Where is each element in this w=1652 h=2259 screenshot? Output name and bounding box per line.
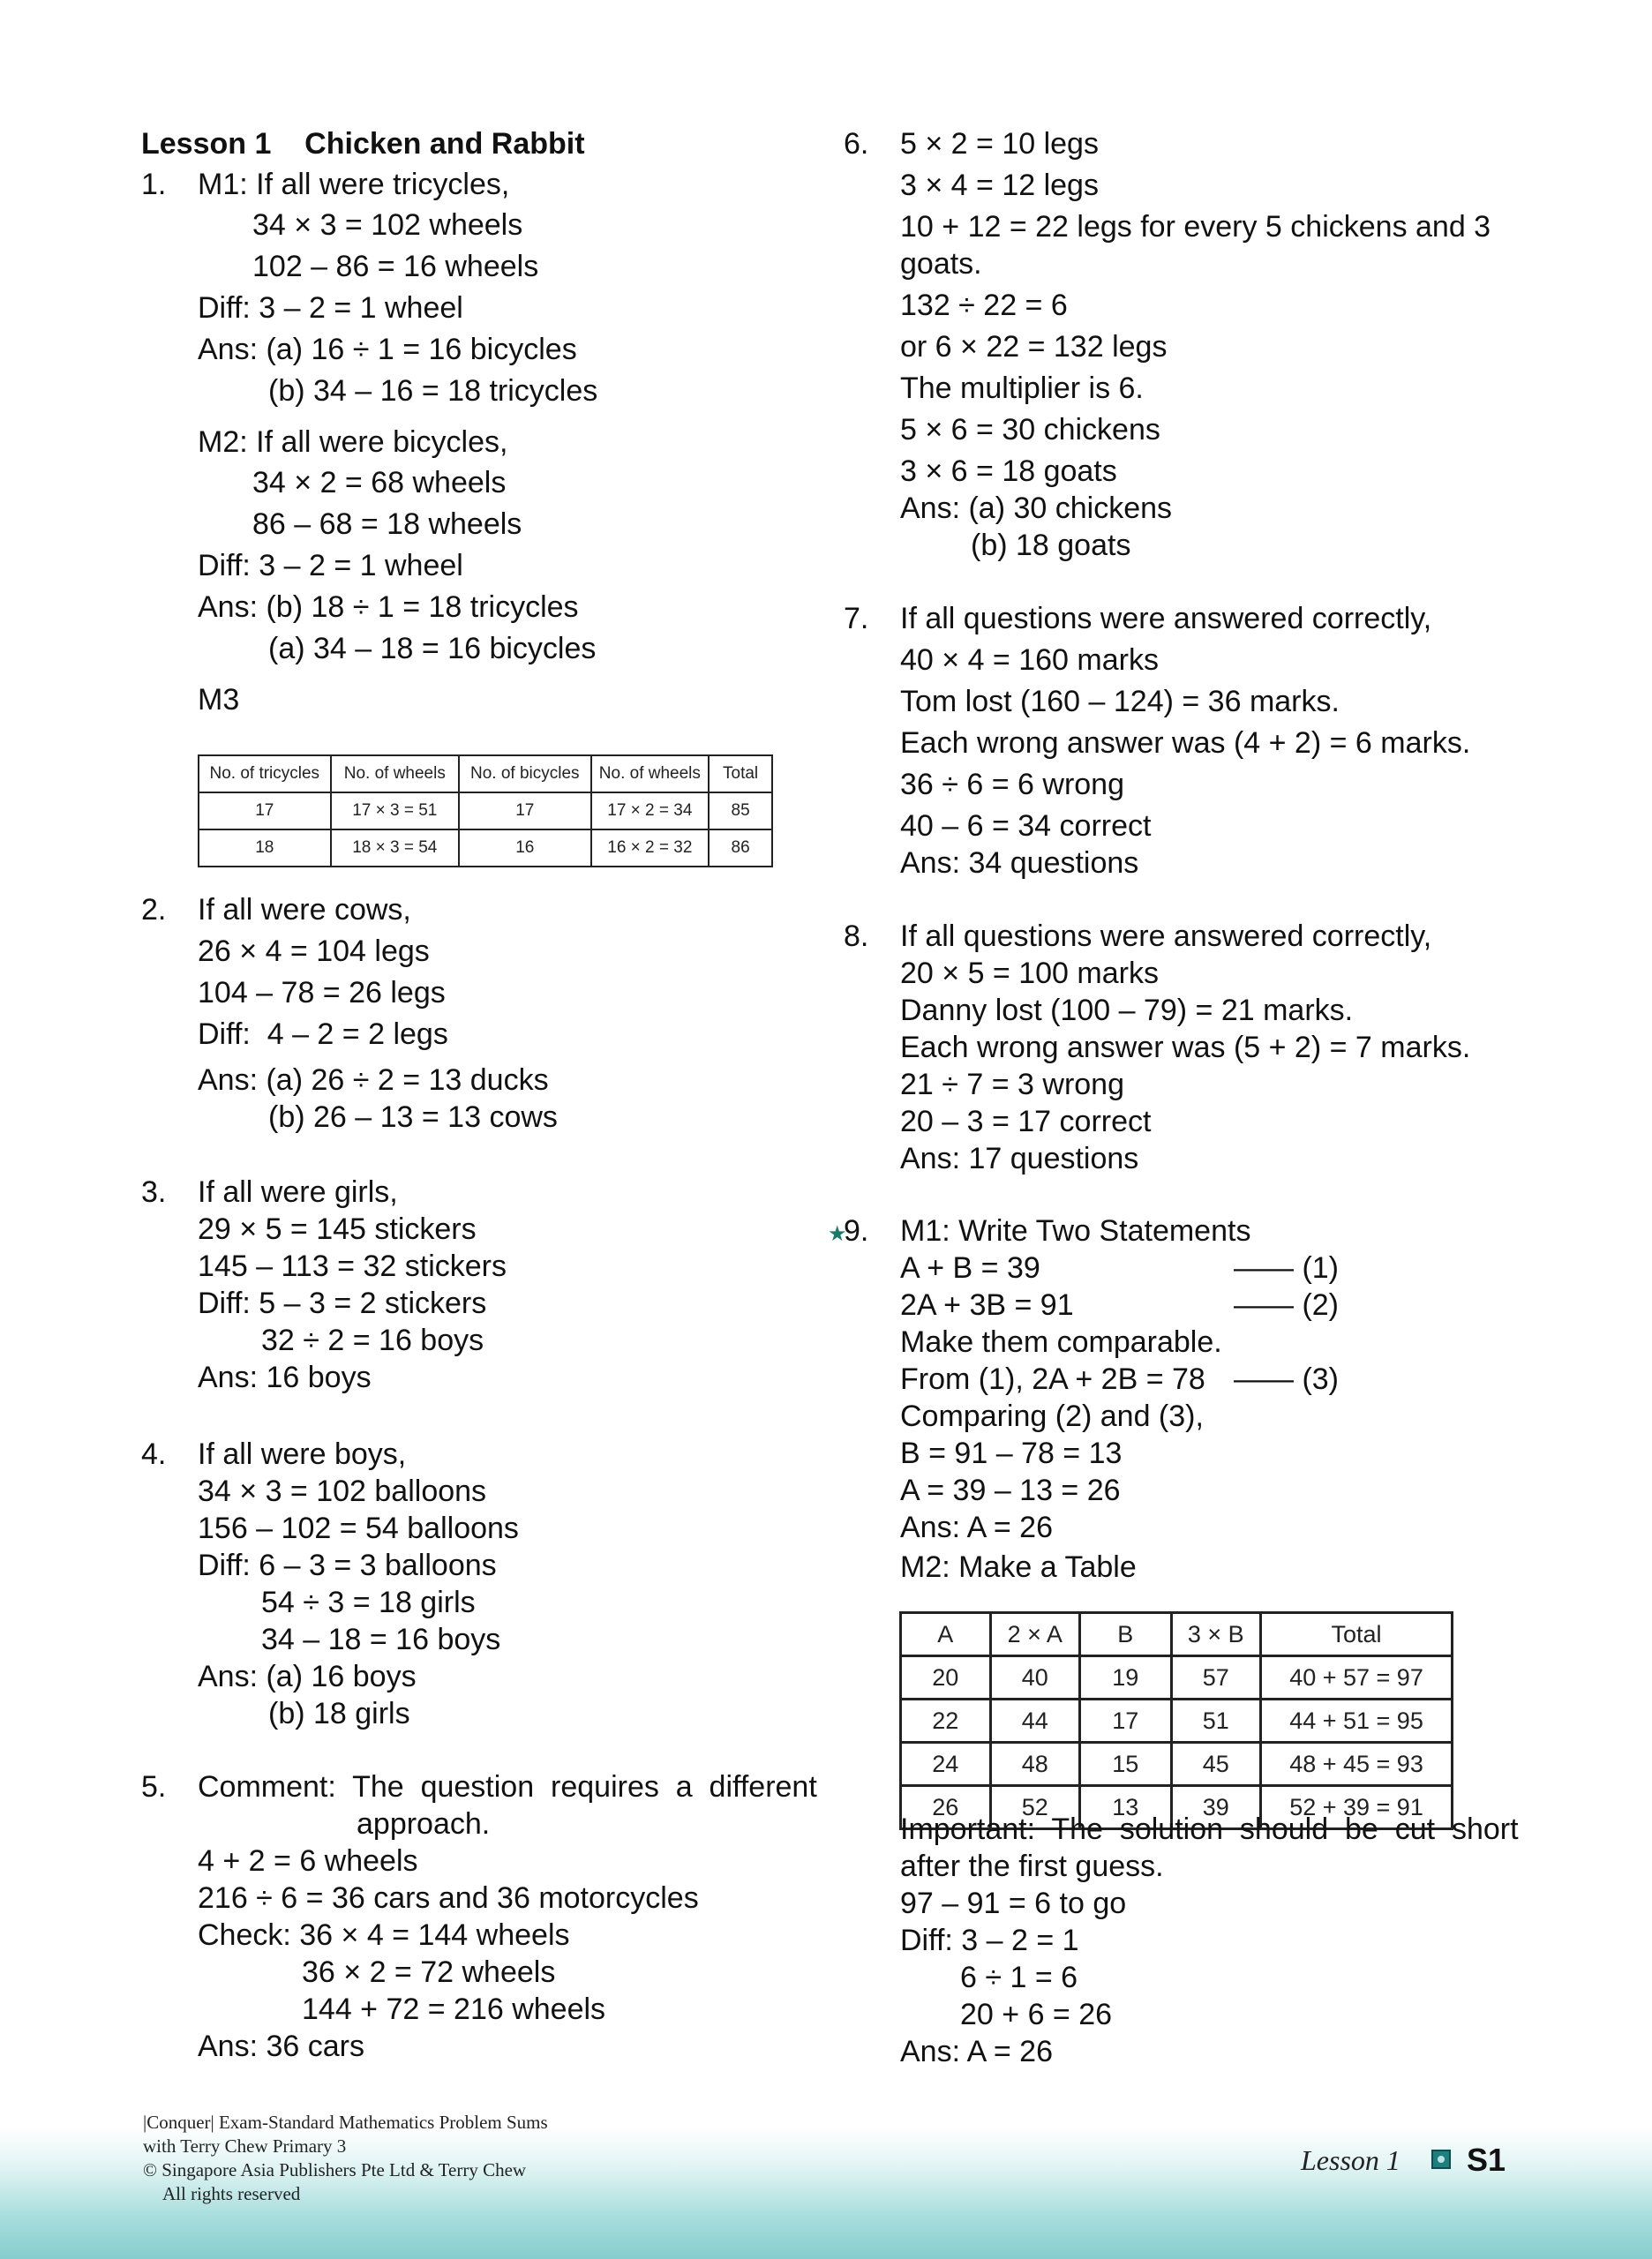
table-cell: 13 xyxy=(1080,1786,1172,1829)
table-cell: 86 xyxy=(709,829,772,867)
table-cell: 85 xyxy=(709,792,772,829)
rights-text: All rights reserved xyxy=(162,2183,301,2204)
table-cell: 57 xyxy=(1171,1656,1261,1700)
book-title-line2: with Terry Chew Primary 3 xyxy=(143,2135,347,2157)
table-header-cell: No. of tricycles xyxy=(199,755,331,792)
right-text-line: Comparing (2) and (3), xyxy=(900,1400,1204,1433)
right-text-line: Make them comparable. xyxy=(900,1325,1222,1359)
table-cell: 17 xyxy=(1080,1700,1172,1743)
left-text-line: 5. xyxy=(141,1770,167,1804)
right-text-line: 20 + 6 = 26 xyxy=(960,1998,1113,2031)
table-row xyxy=(901,1743,1453,1786)
table-header-cell: No. of bicycles xyxy=(459,755,591,792)
right-text-line: Ans: A = 26 xyxy=(900,2035,1053,2068)
left-text-line: 36 × 2 = 72 wheels xyxy=(302,1955,556,1989)
left-text-line: (b) 34 – 16 = 18 tricycles xyxy=(268,374,598,408)
table-cell: 39 xyxy=(1171,1786,1261,1829)
table-header-cell: Total xyxy=(1261,1613,1453,1656)
table-cell: 48 + 45 = 93 xyxy=(1261,1743,1453,1786)
left-text-line: Comment: The question requires a different xyxy=(198,1770,817,1804)
left-text-line: 216 ÷ 6 = 36 cars and 36 motorcycles xyxy=(198,1881,699,1915)
left-text-line: 1. xyxy=(141,168,167,201)
book-title-line1: |Conquer| Exam-Standard Mathematics Problem Sums xyxy=(143,2112,548,2133)
right-text-line: 10 + 12 = 22 legs for every 5 chickens and 3 xyxy=(900,210,1491,244)
right-text-line: M1: Write Two Statements xyxy=(900,1214,1251,1248)
right-text-line: 8. xyxy=(844,919,869,953)
left-text-line: (a) 34 – 18 = 16 bicycles xyxy=(268,632,597,665)
right-text-line: 36 ÷ 6 = 6 wrong xyxy=(900,768,1124,801)
left-text-line: 144 + 72 = 216 wheels xyxy=(302,1993,606,2026)
right-text-line: Diff: 3 – 2 = 1 xyxy=(900,1924,1079,1957)
m3-table xyxy=(198,754,773,867)
left-text-line: Ans: (a) 26 ÷ 2 = 13 ducks xyxy=(198,1063,549,1097)
left-text-line: 156 – 102 = 54 balloons xyxy=(198,1512,519,1545)
right-text-line: From (1), 2A + 2B = 78 xyxy=(900,1362,1205,1396)
table-cell: 45 xyxy=(1171,1743,1261,1786)
left-text-line: 86 – 68 = 18 wheels xyxy=(252,507,522,541)
right-text-line: 40 × 4 = 160 marks xyxy=(900,643,1159,677)
table-cell: 15 xyxy=(1080,1743,1172,1786)
square-bullet-icon xyxy=(1431,2150,1451,2169)
right-text-line: —— (2) xyxy=(1234,1288,1339,1322)
table-header-cell: 3 × B xyxy=(1171,1613,1261,1656)
page-number: S1 xyxy=(1467,2142,1506,2178)
table-header-cell: No. of wheels xyxy=(591,755,710,792)
left-text-line: 34 × 3 = 102 wheels xyxy=(252,208,523,242)
table-row xyxy=(199,792,772,829)
left-text-line: 34 – 18 = 16 boys xyxy=(261,1623,501,1656)
right-text-line: 9. xyxy=(844,1214,869,1248)
right-text-line: 20 – 3 = 17 correct xyxy=(900,1105,1152,1138)
left-text-line: If all were boys, xyxy=(198,1437,407,1471)
right-text-line: 21 ÷ 7 = 3 wrong xyxy=(900,1068,1124,1101)
right-text-line: —— (3) xyxy=(1234,1362,1339,1396)
table-header-row xyxy=(199,755,772,792)
left-text-line: M1: If all were tricycles, xyxy=(198,168,510,201)
left-text-line: If all were girls, xyxy=(198,1175,398,1209)
right-text-line: 6 ÷ 1 = 6 xyxy=(960,1961,1078,1994)
left-text-line: 3. xyxy=(141,1175,167,1209)
table-cell: 40 xyxy=(990,1656,1080,1700)
table-cell: 26 xyxy=(901,1786,991,1829)
right-text-line: 2A + 3B = 91 xyxy=(900,1288,1074,1322)
right-text-line: Ans: 17 questions xyxy=(900,1142,1139,1175)
right-text-line: 3 × 6 = 18 goats xyxy=(900,454,1117,488)
left-text-line: Ans: 36 cars xyxy=(198,2030,364,2063)
left-text-line: Diff: 3 – 2 = 1 wheel xyxy=(198,549,463,582)
right-text-line: B = 91 – 78 = 13 xyxy=(900,1437,1123,1470)
left-text-line: 4. xyxy=(141,1437,167,1471)
right-text-line: A = 39 – 13 = 26 xyxy=(900,1474,1121,1507)
right-text-line: 97 – 91 = 6 to go xyxy=(900,1887,1127,1920)
right-text-line: 5 × 6 = 30 chickens xyxy=(900,413,1160,447)
table-cell: 16 × 2 = 32 xyxy=(591,829,710,867)
right-text-line: 5 × 2 = 10 legs xyxy=(900,127,1099,161)
right-text-line: (b) 18 goats xyxy=(971,529,1131,562)
left-text-line: 4 + 2 = 6 wheels xyxy=(198,1844,418,1878)
table-row xyxy=(901,1700,1453,1743)
table-header-cell: No. of wheels xyxy=(331,755,460,792)
right-text-line: —— (1) xyxy=(1234,1251,1339,1285)
right-text-line: 40 – 6 = 34 correct xyxy=(900,809,1152,843)
right-text-line: If all questions were answered correctly, xyxy=(900,919,1432,953)
left-text-line: 2. xyxy=(141,893,167,927)
m2-table xyxy=(899,1611,1453,1830)
left-text-line: Diff: 6 – 3 = 3 balloons xyxy=(198,1549,497,1582)
left-text-line: If all were cows, xyxy=(198,893,411,927)
right-text-line: 7. xyxy=(844,602,869,635)
right-text-line: 132 ÷ 22 = 6 xyxy=(900,289,1068,322)
left-text-line: 102 – 86 = 16 wheels xyxy=(252,250,539,283)
left-text-line: Ans: (a) 16 ÷ 1 = 16 bicycles xyxy=(198,333,577,366)
table-cell: 44 xyxy=(990,1700,1080,1743)
left-text-line: 34 × 3 = 102 balloons xyxy=(198,1475,487,1508)
right-text-line: Ans: A = 26 xyxy=(900,1511,1053,1544)
left-text-line: 29 × 5 = 145 stickers xyxy=(198,1212,477,1246)
left-text-line: 54 ÷ 3 = 18 girls xyxy=(261,1586,476,1619)
copyright-text: © Singapore Asia Publishers Pte Ltd & Terry Chew xyxy=(143,2159,527,2180)
right-text-line: Each wrong answer was (4 + 2) = 6 marks. xyxy=(900,726,1471,760)
right-text-line: Important: The solution should be cut short xyxy=(900,1812,1519,1846)
table-header-cell: Total xyxy=(709,755,772,792)
right-text-line: Tom lost (160 – 124) = 36 marks. xyxy=(900,685,1340,718)
left-text-line: M3 xyxy=(198,683,240,717)
footer-lesson-label: Lesson 1 xyxy=(1301,2144,1400,2176)
left-text-line: Lesson 1 Chicken and Rabbit xyxy=(141,127,585,161)
table-cell: 16 xyxy=(459,829,591,867)
left-text-line: M2: If all were bicycles, xyxy=(198,425,508,459)
table-cell: 48 xyxy=(990,1743,1080,1786)
table-cell: 19 xyxy=(1080,1656,1172,1700)
table-header-row xyxy=(901,1613,1453,1656)
right-text-line: The multiplier is 6. xyxy=(900,371,1144,405)
table-cell: 17 xyxy=(459,792,591,829)
table-cell: 17 xyxy=(199,792,331,829)
right-text-line: Ans: (a) 30 chickens xyxy=(900,492,1173,525)
right-text-line: 6. xyxy=(844,127,869,161)
left-text-line: (b) 26 – 13 = 13 cows xyxy=(268,1100,558,1134)
right-text-line: or 6 × 22 = 132 legs xyxy=(900,330,1168,364)
table-header-cell: A xyxy=(901,1613,991,1656)
left-text-line: approach. xyxy=(357,1807,491,1841)
table-cell: 44 + 51 = 95 xyxy=(1261,1700,1453,1743)
left-text-line: Check: 36 × 4 = 144 wheels xyxy=(198,1918,570,1952)
table-cell: 24 xyxy=(901,1743,991,1786)
right-text-line: Danny lost (100 – 79) = 21 marks. xyxy=(900,994,1354,1027)
table-cell: 20 xyxy=(901,1656,991,1700)
table-header-cell: 2 × A xyxy=(990,1613,1080,1656)
table-header-cell: B xyxy=(1080,1613,1172,1656)
table-cell: 40 + 57 = 97 xyxy=(1261,1656,1453,1700)
left-text-line: Ans: 16 boys xyxy=(198,1361,372,1394)
right-text-line: 3 × 4 = 12 legs xyxy=(900,169,1099,202)
table-cell: 22 xyxy=(901,1700,991,1743)
right-text-line: If all questions were answered correctly, xyxy=(900,602,1432,635)
right-text-line: after the first guess. xyxy=(900,1850,1164,1883)
table-row xyxy=(199,829,772,867)
table-cell: 52 + 39 = 91 xyxy=(1261,1786,1453,1829)
challenge-star-icon: ★ xyxy=(828,1222,847,1246)
table-cell: 17 × 2 = 34 xyxy=(591,792,710,829)
right-text-line: 20 × 5 = 100 marks xyxy=(900,957,1159,990)
left-text-line: (b) 18 girls xyxy=(268,1697,410,1730)
table-cell: 17 × 3 = 51 xyxy=(331,792,460,829)
right-text-line: M2: Make a Table xyxy=(900,1550,1137,1584)
left-text-line: 32 ÷ 2 = 16 boys xyxy=(261,1324,484,1357)
left-text-line: Ans: (a) 16 boys xyxy=(198,1660,417,1693)
left-text-line: 145 – 113 = 32 stickers xyxy=(198,1250,507,1283)
left-text-line: Diff: 3 – 2 = 1 wheel xyxy=(198,291,463,325)
table-cell: 52 xyxy=(990,1786,1080,1829)
right-text-line: Ans: 34 questions xyxy=(900,846,1139,880)
left-text-line: Diff: 4 – 2 = 2 legs xyxy=(198,1017,448,1051)
left-text-line: Diff: 5 – 3 = 2 stickers xyxy=(198,1287,487,1320)
table-cell: 18 xyxy=(199,829,331,867)
left-text-line: 34 × 2 = 68 wheels xyxy=(252,466,507,499)
table-cell: 18 × 3 = 54 xyxy=(331,829,460,867)
right-text-line: goats. xyxy=(900,247,982,281)
left-text-line: 104 – 78 = 26 legs xyxy=(198,976,446,1009)
left-text-line: 26 × 4 = 104 legs xyxy=(198,934,430,968)
right-text-line: Each wrong answer was (5 + 2) = 7 marks. xyxy=(900,1031,1471,1064)
table-cell: 51 xyxy=(1171,1700,1261,1743)
left-text-line: Ans: (b) 18 ÷ 1 = 18 tricycles xyxy=(198,590,579,624)
table-row xyxy=(901,1656,1453,1700)
right-text-line: A + B = 39 xyxy=(900,1251,1040,1285)
